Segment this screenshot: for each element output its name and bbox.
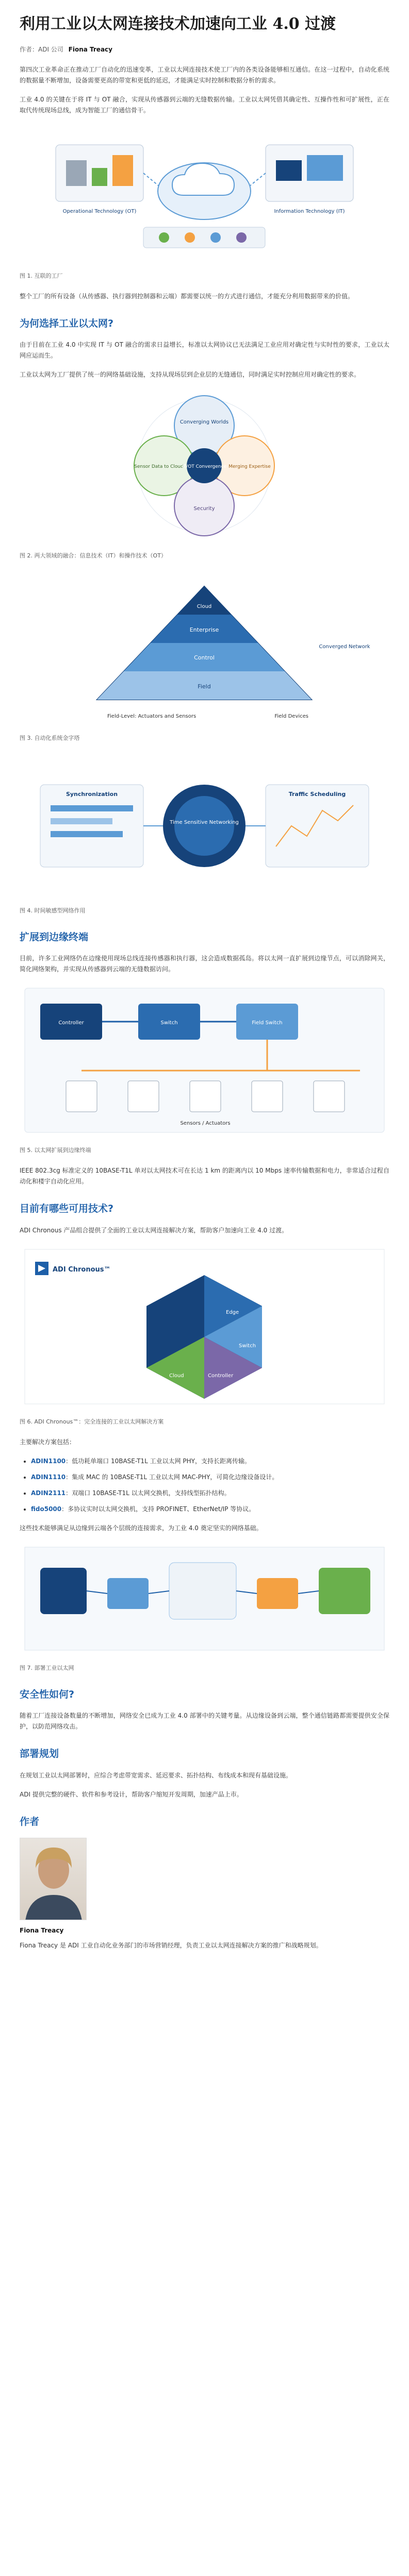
product-link-adin2111[interactable]: ADIN2111 xyxy=(31,1489,66,1497)
list-item: • ADIN1110：集成 MAC 的 10BASE-T1L 工业以太网 MAC-PHY，可简化边缘设备设计。 xyxy=(31,1472,389,1483)
pyramid-level-cloud: Cloud xyxy=(197,604,212,610)
it-label: Information Technology (IT) xyxy=(274,208,345,214)
author-block xyxy=(20,1814,389,1951)
pyramid-level-enterprise: Enterprise xyxy=(189,626,219,634)
chronous-brand: ADI Chronous™ xyxy=(53,1265,111,1274)
petal-label-sensor: Sensor Data to Cloud xyxy=(134,464,184,469)
section-planning-p1: 在规划工业以太网部署时，应综合考虑带宽需求、延迟要求、拓扑结构、布线成本和现有基础设施。 xyxy=(20,1771,292,1779)
product-link-fido5000[interactable]: fido5000 xyxy=(31,1505,62,1513)
section-planning-title: 部署规划 xyxy=(20,1748,59,1760)
ot-label: Operational Technology (OT) xyxy=(62,208,137,214)
pyramid-level-control: Control xyxy=(194,654,215,662)
petal-label-center: IT/OT Convergence xyxy=(182,464,226,469)
figure-2 xyxy=(20,388,389,547)
hex-segment-switch: Switch xyxy=(239,1343,256,1349)
pyramid-bottom-right: Field Devices xyxy=(274,714,308,720)
figure-5-caption: 图 5. 以太网扩展到边缘终端 xyxy=(20,1147,91,1154)
hex-segment-edge: Edge xyxy=(226,1309,239,1315)
figure-5 xyxy=(20,983,389,1141)
hex-segment-controller: Controller xyxy=(208,1372,234,1379)
section-planning-p2: ADI 提供完整的硬件、软件和参考设计，帮助客户缩短开发周期，加速产品上市。 xyxy=(20,1790,243,1798)
byline-prefix: 作者：ADI 公司 xyxy=(20,45,63,53)
author-heading: 作者 xyxy=(20,1816,40,1827)
figure-4 xyxy=(20,754,389,902)
petal-label-security: Security xyxy=(193,506,215,512)
edge-label-controller: Controller xyxy=(58,1020,84,1026)
connected-factory-illustration xyxy=(20,124,389,263)
ethernet-to-edge-illustration xyxy=(20,983,389,1138)
pyramid-right-label: Converged Network xyxy=(319,644,370,650)
section-why-p1: 由于目前在工业 4.0 中实现 IT 与 OT 融合的需求日益增长，标准以太网协议已无法满足工业应用对确定性与实时性的要求，工业以太网应运而生。 xyxy=(20,341,389,359)
pyramid-bottom-left: Field-Level: Actuators and Sensors xyxy=(107,714,197,720)
intro-paragraph-1: 第四次工业革命正在推动工厂自动化的迅速变革，工业以太网连接技术使工厂内的各类设备能够相互通信。在这一过程中，自动化系统的数据量不断增加，设备需要更高的带宽和更低的延迟，才能满足实时控制和数据分析的需求。 xyxy=(20,65,389,84)
section-solutions-title: 目前有哪些可用技术? xyxy=(20,1203,114,1215)
solutions-list xyxy=(31,1456,389,1515)
bullets-intro: 主要解决方案包括： xyxy=(20,1438,76,1446)
tsn-center-label: Time Sensitive Networking xyxy=(170,819,239,825)
section-solutions-p1: ADI Chronous 产品组合提供了全面的工业以太网连接解决方案，帮助客户加速向工业 4.0 过渡。 xyxy=(20,1226,288,1234)
article-title: 利用工业以太网连接技术加速向工业 4.0 过渡 xyxy=(20,15,336,33)
tsn-diagram xyxy=(20,754,389,898)
edge-label-field-switch: Field Switch xyxy=(252,1020,283,1026)
section-edge-p2: IEEE 802.3cg 标准定义的 10BASE-T1L 单对以太网技术可在长达 1 km 的距离内以 10 Mbps 速率传输数据和电力，非常适合过程自动化和楼宇自动化应用。 xyxy=(20,1167,389,1185)
intro-paragraph-2: 工业 4.0 的关键在于将 IT 与 OT 融合，实现从传感器到云端的无缝数据传输。工业以太网凭借其确定性、互操作性和可扩展性，正在取代传统现场总线，成为智能工厂的通信骨干。 xyxy=(20,95,389,114)
automation-pyramid xyxy=(20,571,389,725)
figure-3 xyxy=(20,571,389,729)
avatar xyxy=(20,1838,87,1920)
deployment-illustration xyxy=(20,1542,389,1655)
edge-label-switch: Switch xyxy=(160,1020,178,1026)
petal-label-converging: Converging Worlds xyxy=(179,419,229,425)
section-security-p1: 随着工厂连接设备数量的不断增加，网络安全已成为工业 4.0 部署中的关键考量。从边缘设备到云端，整个通信链路都需要提供安全保护，以防范网络攻击。 xyxy=(20,1712,389,1731)
paragraph-after-fig1: 整个工厂的所有设备（从传感器、执行器到控制器和云端）都需要以统一的方式进行通信，才能充分利用数据带来的价值。 xyxy=(20,292,354,300)
product-link-adin1100[interactable]: ADIN1100 xyxy=(31,1457,66,1465)
list-item: • ADIN1100：低功耗单端口 10BASE-T1L 工业以太网 PHY，支持长距离传输。 xyxy=(31,1456,389,1467)
figure-6-caption: 图 6. ADI Chronous™：完全连接的工业以太网解决方案 xyxy=(20,1418,164,1425)
pyramid-level-field: Field xyxy=(198,683,211,690)
list-item: • fido5000：多协议实时以太网交换机，支持 PROFINET、EtherNet/IP 等协议。 xyxy=(31,1504,389,1515)
tsn-right-title: Traffic Scheduling xyxy=(288,790,346,798)
section-why-p2: 工业以太网为工厂提供了统一的网络基础设施，支持从现场层到企业层的无缝通信，同时满足实时控制应用对确定性的要求。 xyxy=(20,371,361,378)
petal-label-merging: Merging Expertise xyxy=(228,464,271,469)
figure-1-caption: 图 1. 互联的工厂 xyxy=(20,272,63,279)
product-link-adin1110[interactable]: ADIN1110 xyxy=(31,1473,66,1481)
author-photo-caption: Fiona Treacy xyxy=(20,1926,64,1934)
section-edge-title: 扩展到边缘终端 xyxy=(20,931,89,943)
figure-7 xyxy=(20,1542,389,1659)
figure-6 xyxy=(20,1244,389,1413)
figure-1 xyxy=(20,124,389,267)
figure-7-caption: 图 7. 部署工业以太网 xyxy=(20,1664,74,1671)
author-photo xyxy=(20,1838,87,1920)
figure-2-caption: 图 2. 两大领域的融合：信息技术（IT）和操作技术（OT） xyxy=(20,552,167,559)
it-ot-convergence-diagram xyxy=(20,388,389,543)
edge-label-sensors: Sensors / Actuators xyxy=(180,1121,231,1126)
list-item: • ADIN2111：双端口 10BASE-T1L 以太网交换机，支持线型拓扑结构。 xyxy=(31,1488,389,1499)
section-edge-p1: 目前，许多工业网络仍在边缘使用现场总线连接传感器和执行器，这会造成数据孤岛。将以太网一直扩展到边缘节点，可以消除网关，简化网络架构，并实现从传感器到云端的无缝数据访问。 xyxy=(20,955,389,973)
byline-author[interactable]: Fiona Treacy xyxy=(68,45,112,53)
section-why-title: 为何选择工业以太网? xyxy=(20,317,114,329)
adi-chronous-portfolio xyxy=(20,1244,389,1409)
author-bio: Fiona Treacy 是 ADI 工业自动化业务部门的市场营销经理，负责工业以太网连接解决方案的推广和战略规划。 xyxy=(20,1941,322,1949)
figure-4-caption: 图 4. 时间敏感型网络作用 xyxy=(20,907,86,914)
section-security-title: 安全性如何? xyxy=(20,1689,75,1700)
byline xyxy=(20,44,389,55)
figure-3-caption: 图 3. 自动化系统金字塔 xyxy=(20,735,80,742)
hex-segment-cloud: Cloud xyxy=(169,1372,184,1379)
section-solutions-p2: 这些技术能够满足从边缘到云端各个层级的连接需求，为工业 4.0 奠定坚实的网络基础。 xyxy=(20,1524,263,1532)
tsn-left-title: Synchronization xyxy=(66,790,118,798)
